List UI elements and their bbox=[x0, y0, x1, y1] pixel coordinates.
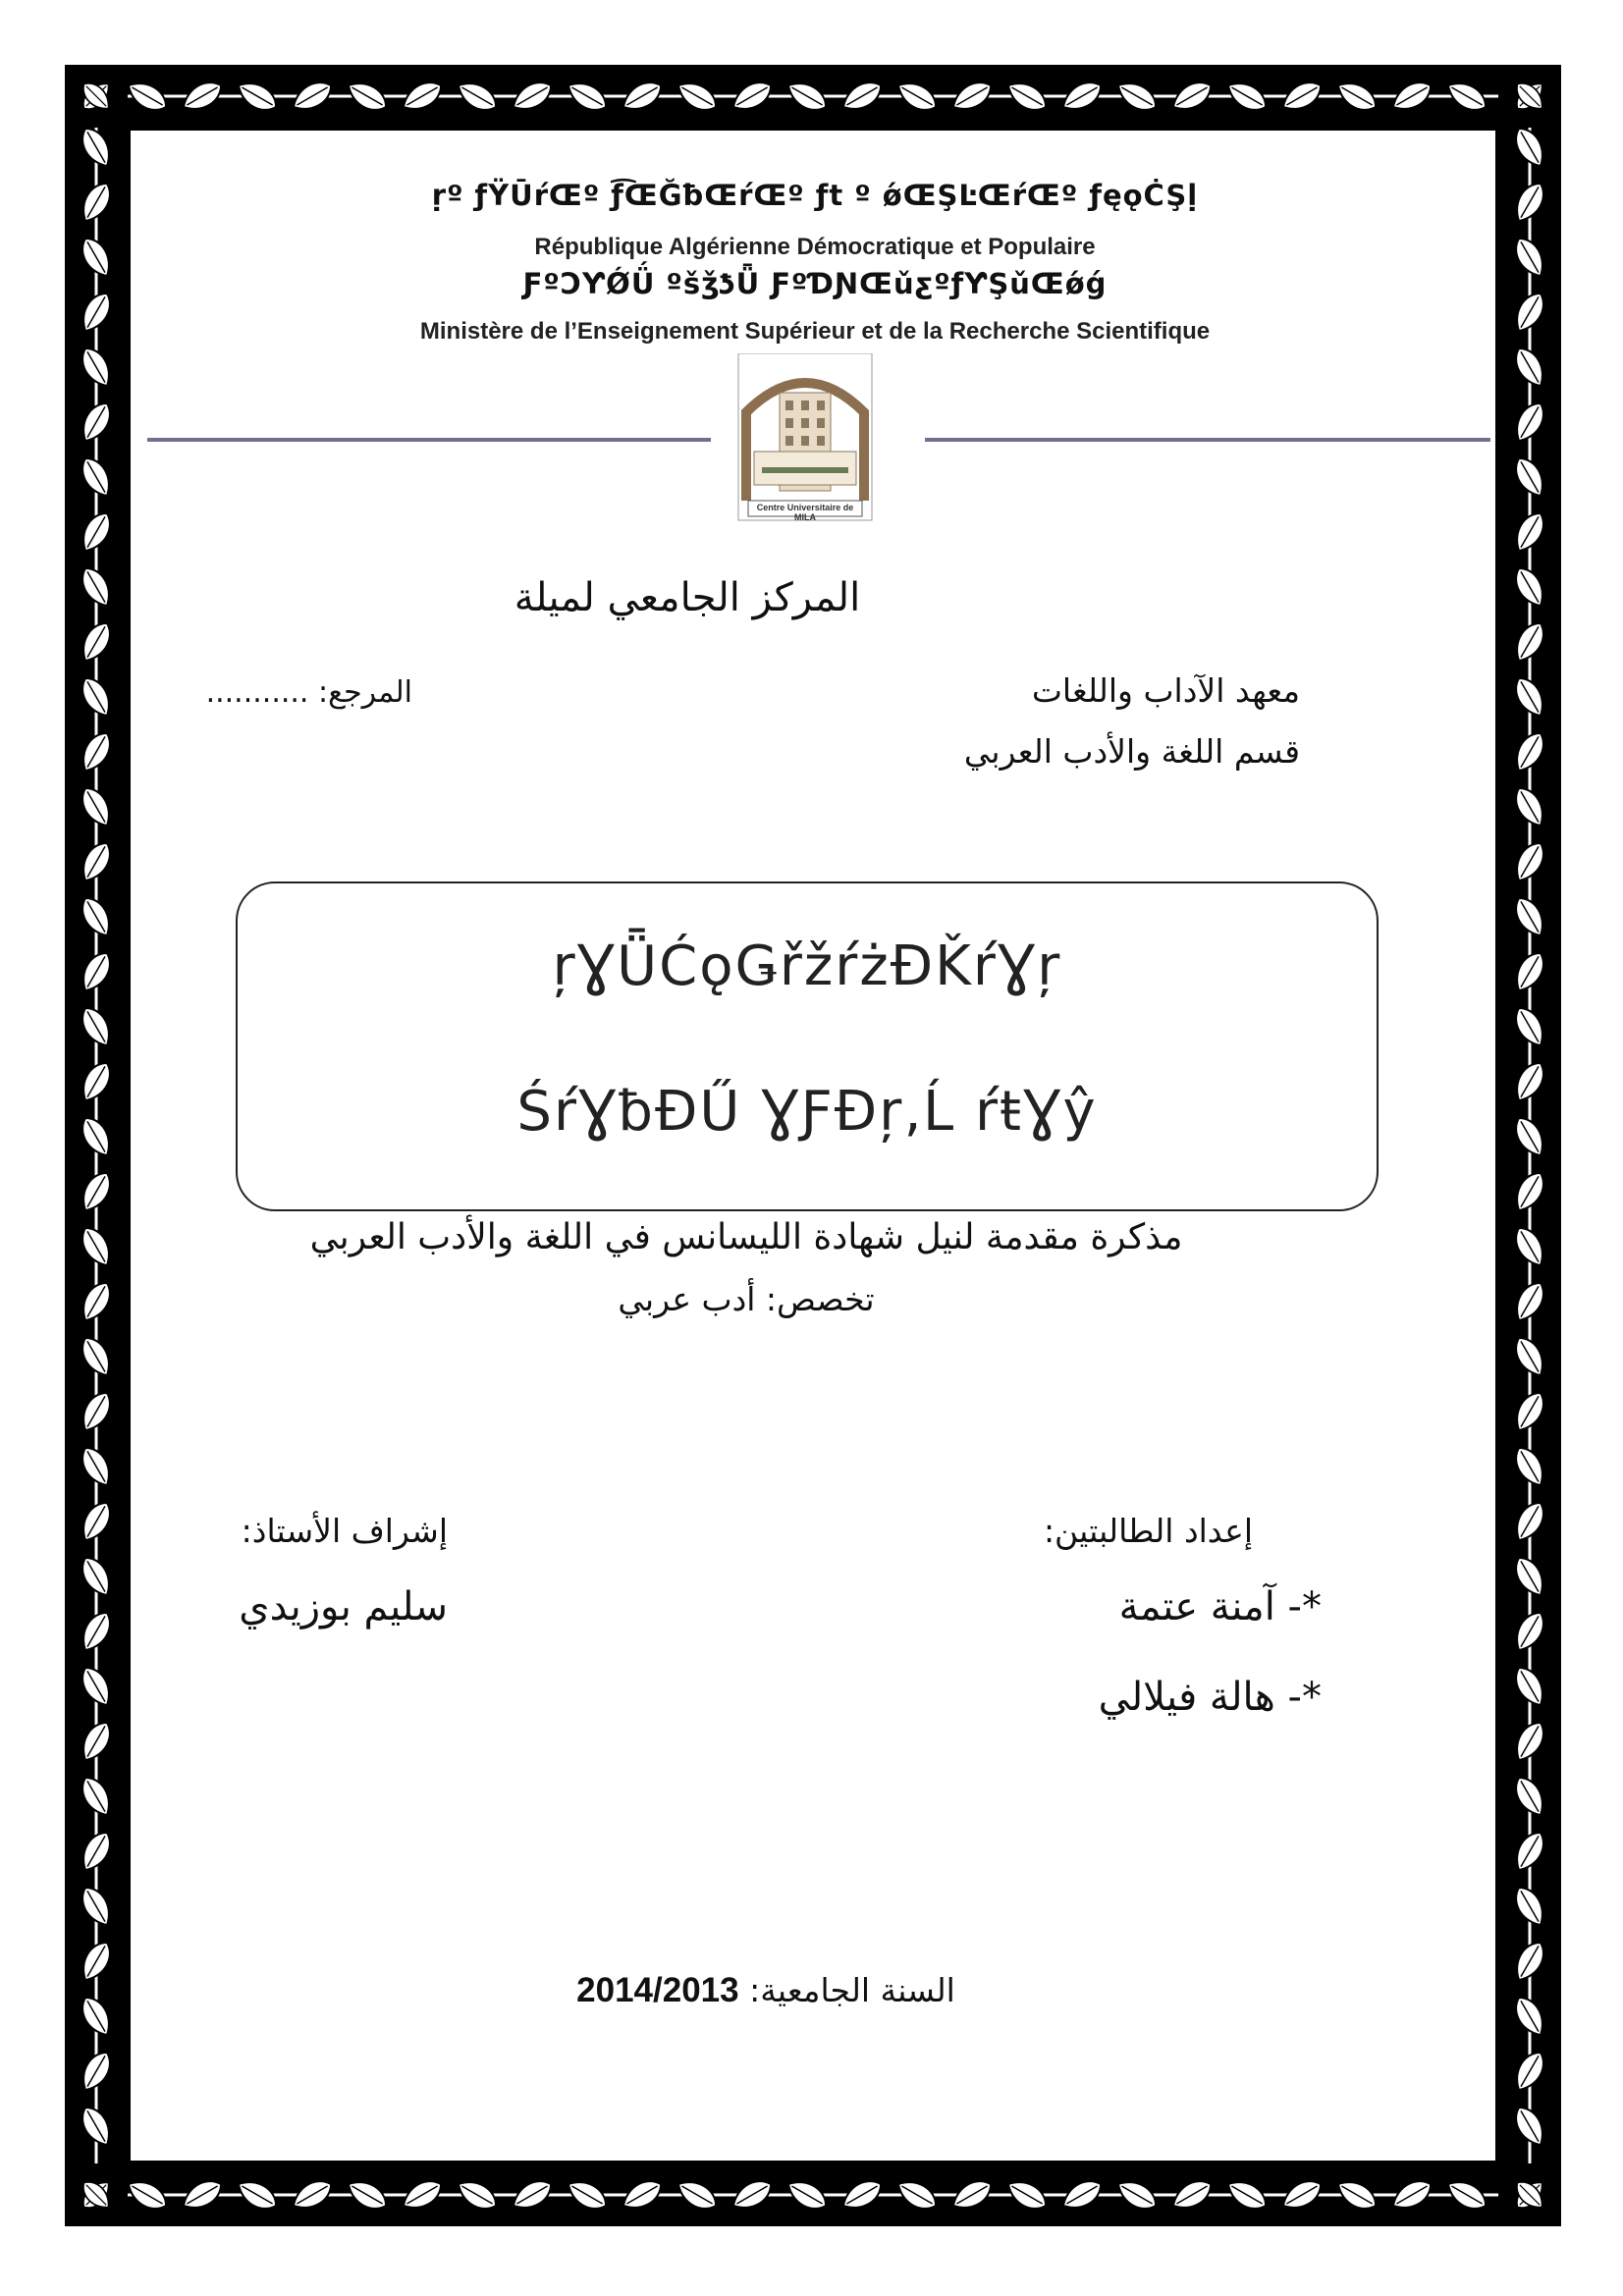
header-garbled-line-2: ƑºƆƳǾǗ ºšǯƾǕ ƑºƊƝŒǔƹºƒƳŞǔŒǿǵ bbox=[522, 267, 1108, 300]
header-garbled-line-1: ṛº ƒŸŪŕŒº ƒ͡ŒĞƀŒŕŒº ƒt º ǿŒŞĿŒŕŒº ƒęǫĊŞḷ bbox=[431, 179, 1199, 212]
department-name: قسم اللغة والأدب العربي bbox=[963, 732, 1300, 771]
supervisor-name: سليم بوزيدي bbox=[239, 1584, 448, 1629]
thesis-title-line-2: ŚŕƔƀƉŰ ƔƑĐŗ‚Ĺ ŕŧƔŷ bbox=[516, 1080, 1098, 1144]
memo-description: مذكرة مقدمة لنيل شهادة الليسانس في اللغة والأدب العربي bbox=[309, 1217, 1183, 1257]
reference-field: المرجع: ........... bbox=[205, 675, 412, 710]
university-logo bbox=[719, 353, 892, 540]
academic-year bbox=[452, 1971, 1080, 2010]
student-1-name: *- آمنة عتمة bbox=[1118, 1584, 1322, 1629]
academic-year-label: السنة الجامعية: bbox=[749, 1971, 955, 2009]
header-rule-right bbox=[925, 438, 1490, 442]
logo-caption: Centre Universitaire de MILA bbox=[756, 503, 854, 522]
students-label: إعداد الطالبتين: bbox=[1043, 1512, 1253, 1550]
institute-name: معهد الآداب واللغات bbox=[1031, 671, 1300, 710]
republic-french: République Algérienne Démocratique et Populaire bbox=[534, 234, 1096, 260]
header-rule-left bbox=[147, 438, 711, 442]
thesis-title-box bbox=[236, 881, 1379, 1211]
memo-specialty: تخصص: أدب عربي bbox=[618, 1280, 875, 1318]
ministry-french: Ministère de l’Enseignement Supérieur et de la Recherche Scientifique bbox=[419, 318, 1211, 345]
academic-year-value: 2014/2013 bbox=[576, 1971, 739, 2009]
student-2-name: *- هالة فيلالي bbox=[1098, 1675, 1322, 1720]
supervisor-label: إشراف الأستاذ: bbox=[241, 1512, 448, 1550]
center-name: المركز الجامعي لميلة bbox=[514, 575, 861, 620]
thesis-title-line-1: ŗƔǕĆǫǤřžŕżƉǨŕƔŗ bbox=[552, 934, 1062, 998]
